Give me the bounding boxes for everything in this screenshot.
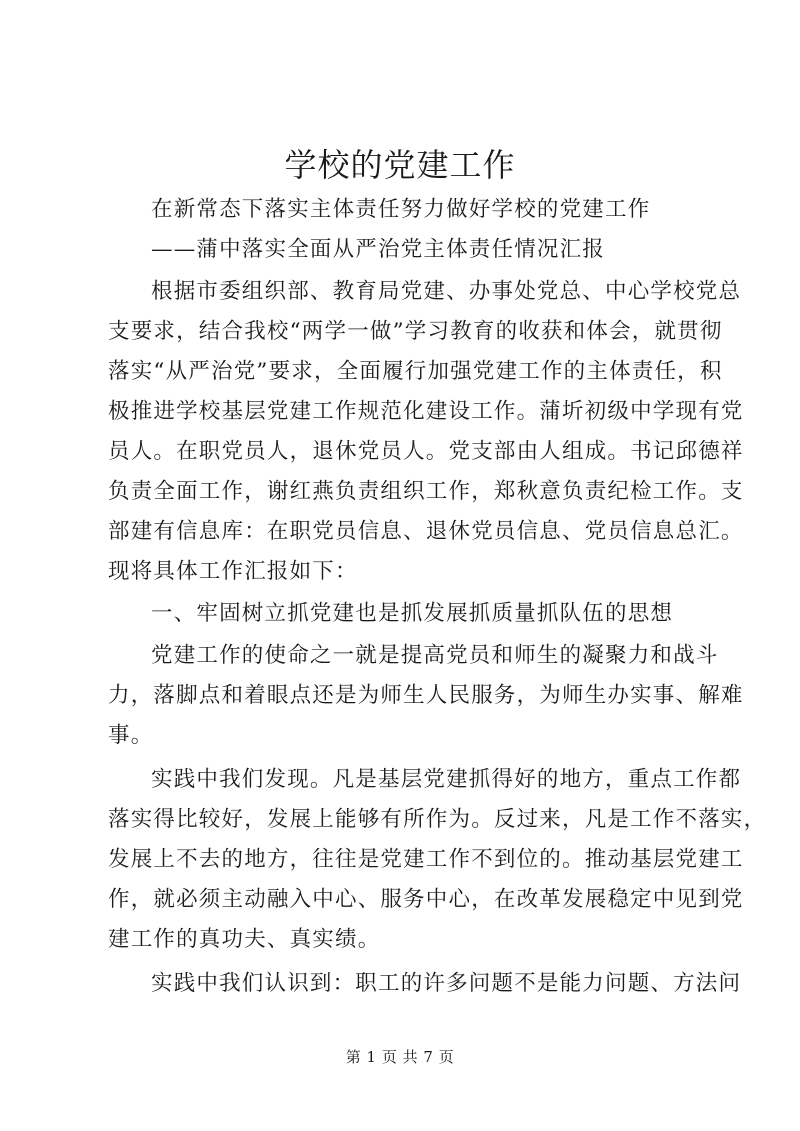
paragraph-line: 员人。在职党员人，退休党员人。党支部由人组成。书记邱德祥: [108, 439, 744, 464]
paragraph-line: 支要求，结合我校“两学一做”学习教育的收获和体会，就贯彻: [108, 319, 723, 344]
paragraph-line: 落实“从严治党”要求，全面履行加强党建工作的主体责任，积: [108, 359, 723, 384]
paragraph-line: 实践中我们认识到：职工的许多问题不是能力问题、方法问: [151, 971, 742, 996]
paragraph-line: 党建工作的使命之一就是提高党员和师生的凝聚力和战斗: [151, 643, 719, 668]
paragraph-line: 极推进学校基层党建工作规范化建设工作。蒲圻初级中学现有党: [108, 399, 744, 424]
paragraph-line: 负责全面工作，谢红燕负责组织工作，郑秋意负责纪检工作。支: [108, 479, 744, 504]
page-number-footer: 第 1 页 共 7 页: [345, 1048, 455, 1066]
document-title: 学校的党建工作: [284, 146, 516, 184]
paragraph-line: 部建有信息库：在职党员信息、退休党员信息、党员信息总汇。: [108, 519, 744, 544]
paragraph-line: 实践中我们发现。凡是基层党建抓得好的地方，重点工作都: [151, 767, 742, 792]
paragraph-line: 作，就必须主动融入中心、服务中心，在改革发展稳定中见到党: [108, 887, 744, 912]
paragraph-line: 根据市委组织部、教育局党建、办事处党总、中心学校党总: [151, 279, 742, 304]
paragraph-line: 建工作的真功夫、真实绩。: [108, 927, 381, 952]
subtitle: 在新常态下落实主体责任努力做好学校的党建工作: [151, 197, 651, 222]
paragraph-line: 现将具体工作汇报如下：: [108, 559, 358, 584]
paragraph-line: 落实得比较好，发展上能够有所作为。反过来，凡是工作不落实，: [108, 807, 767, 832]
paragraph-line: 发展上不去的地方，往往是党建工作不到位的。推动基层党建工: [108, 847, 744, 872]
subtitle-report: ——蒲中落实全面从严治党主体责任情况汇报: [151, 237, 606, 262]
section-heading: 一、牢固树立抓党建也是抓发展抓质量抓队伍的思想: [151, 601, 674, 626]
paragraph-line: 力，落脚点和着眼点还是为师生人民服务，为师生办实事、解难: [108, 683, 744, 708]
paragraph-line: 事。: [108, 723, 154, 748]
